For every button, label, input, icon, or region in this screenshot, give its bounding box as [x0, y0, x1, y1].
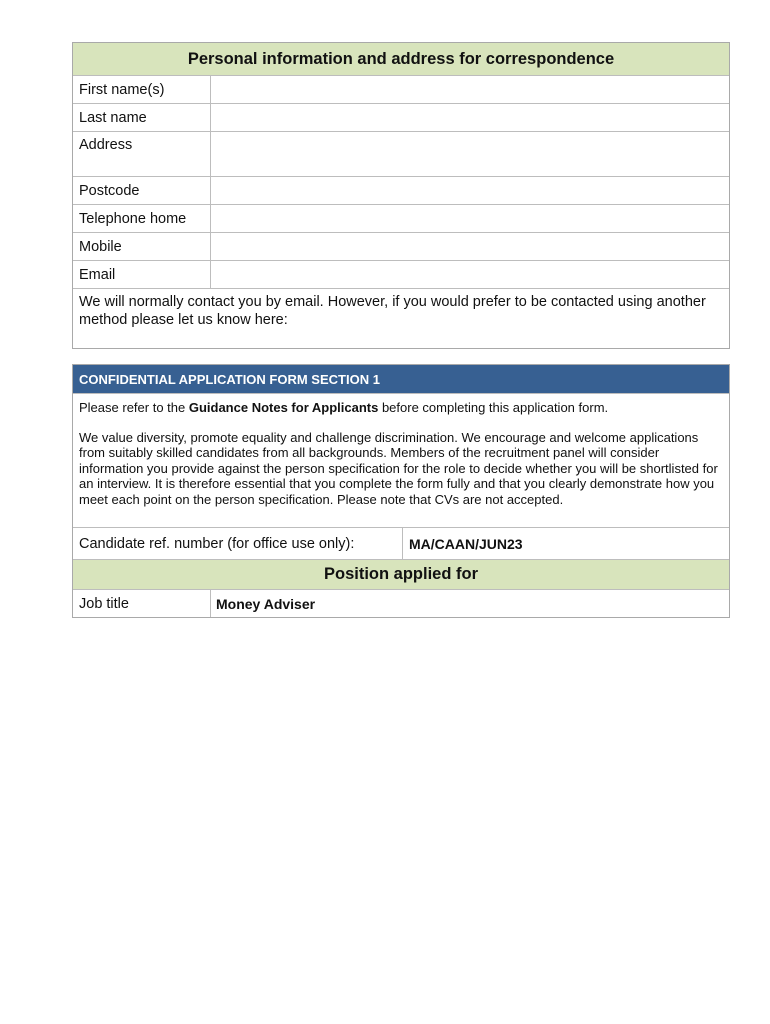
section1-header-text: CONFIDENTIAL APPLICATION FORM SECTION 1 [79, 371, 380, 387]
last-name-row [73, 103, 729, 131]
guidance-suffix: before completing this application form. [378, 400, 609, 415]
address-label: Address [73, 132, 211, 176]
email-label: Email [73, 261, 211, 288]
telephone-home-label: Telephone home [73, 205, 211, 232]
contact-preference-row[interactable] [73, 288, 729, 348]
mobile-field[interactable] [211, 233, 729, 260]
personal-info-table [72, 42, 730, 349]
position-header [73, 559, 729, 589]
address-row [73, 131, 729, 176]
diversity-paragraph: We value diversity, promote equality and challenge discrimination. We encourage and welcome applications from suitably skilled candidates from all backgrounds. Members of the recruitment panel will consider information you provide against the person specification for the role to decide whether you will be shortlisted for an interview. It is therefore essential that you complete the form fully and that you clearly demonstrate how you meet each point on the person specification. Please note that CVs are not accepted. [79, 429, 718, 507]
job-title-label: Job title [73, 590, 211, 617]
candidate-ref-label: Candidate ref. number (for office use only): [73, 528, 403, 559]
candidate-ref-value: MA/CAAN/JUN23 [409, 535, 523, 552]
postcode-label: Postcode [73, 177, 211, 204]
email-row [73, 260, 729, 288]
section1-table [72, 364, 730, 618]
mobile-row [73, 232, 729, 260]
contact-preference-note: We will normally contact you by email. However, if you would prefer to be contacted using another method please let us know here: [79, 294, 706, 328]
job-title-value: Money Adviser [216, 595, 316, 612]
section1-intro-block [73, 393, 729, 527]
postcode-field[interactable] [211, 177, 729, 204]
personal-info-header [73, 43, 729, 75]
telephone-home-field[interactable] [211, 205, 729, 232]
last-name-label: Last name [73, 104, 211, 131]
postcode-row [73, 176, 729, 204]
job-title-row [73, 589, 729, 617]
personal-info-title: Personal information and address for correspondence [187, 49, 615, 68]
section1-header [73, 365, 729, 393]
email-field[interactable] [211, 261, 729, 288]
first-name-label: First name(s) [73, 76, 211, 103]
guidance-notes-link: Guidance Notes for Applicants [188, 400, 379, 415]
first-name-field[interactable] [211, 76, 729, 103]
last-name-field[interactable] [211, 104, 729, 131]
first-name-row [73, 75, 729, 103]
guidance-paragraph [73, 400, 729, 416]
telephone-home-row [73, 204, 729, 232]
position-title: Position applied for [323, 565, 478, 583]
candidate-ref-row [73, 527, 729, 559]
mobile-label: Mobile [73, 233, 211, 260]
guidance-prefix: Please refer to the [79, 400, 189, 415]
address-field[interactable] [211, 132, 729, 176]
